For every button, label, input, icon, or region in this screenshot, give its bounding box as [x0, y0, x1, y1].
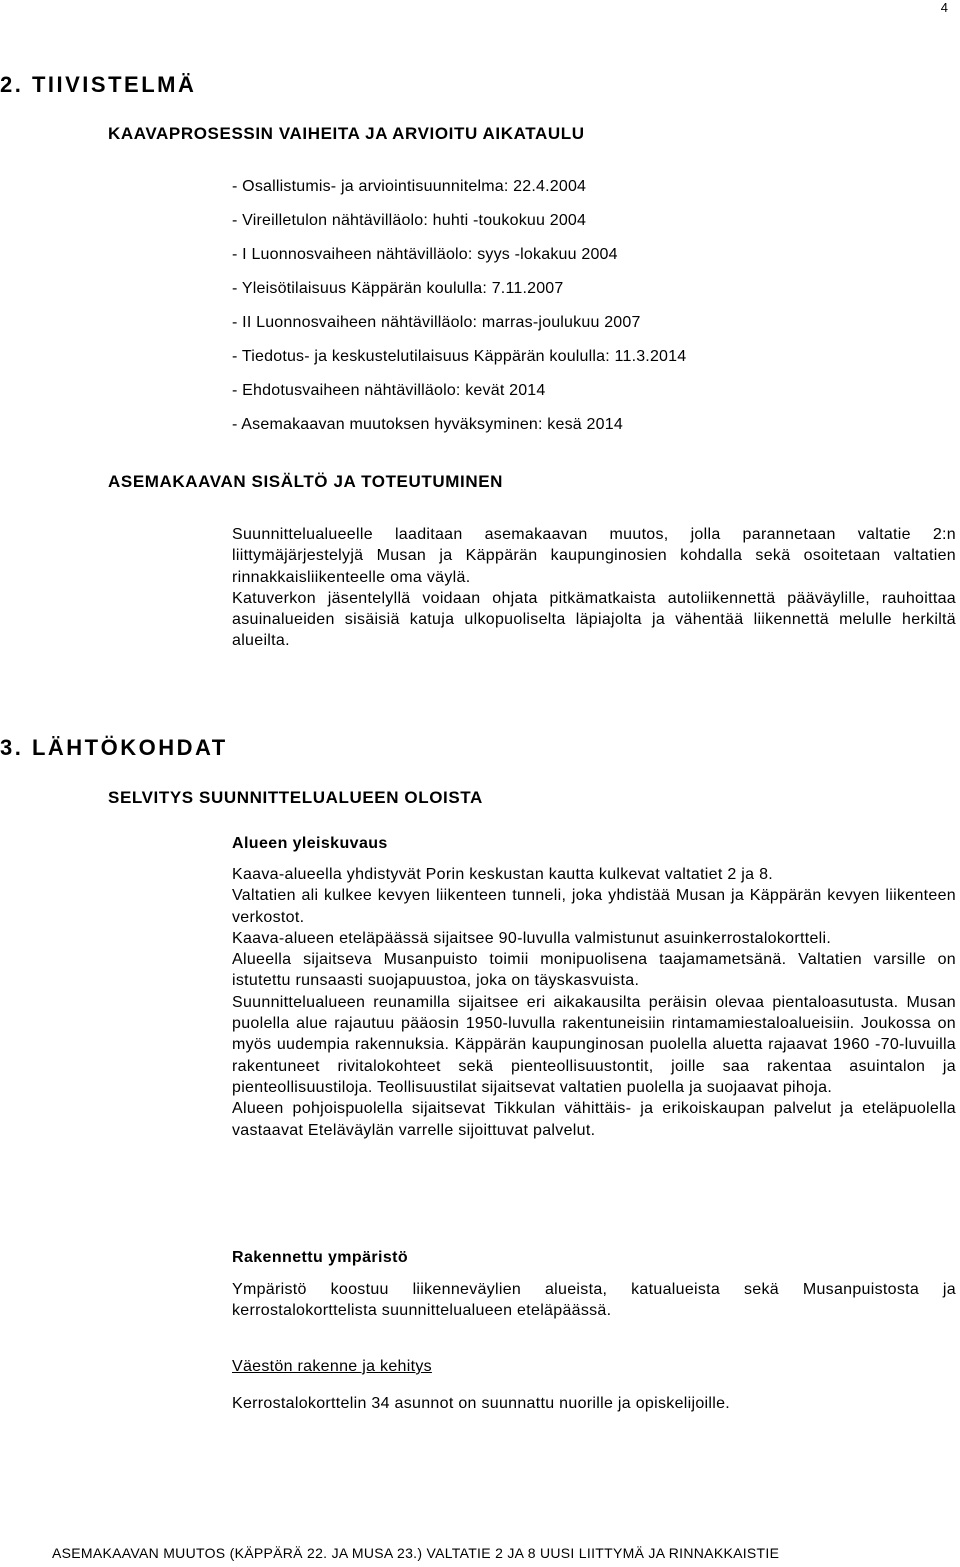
overview-paragraph: Alueen pohjoispuolella sijaitsevat Tikkulan vähittäis- ja erikoiskaupan palvelut ja eteläpuolella vastaavat Eteläväylän varrelle sijoittuvat palvelut.: [232, 1100, 956, 1139]
built-environment-text: [232, 1279, 956, 1322]
content-paragraph: Katuverkon jäsentelyllä voidaan ohjata pitkämatkaista autoliikennettä pääväylille, rauhoittaa asuinalueiden sisäisiä katuja ulkopuoliselta läpiajolta ja vähentää liikennettä melulle herkiltä alueilta.: [232, 589, 956, 650]
section-3-title: 3. LÄHTÖKOHDAT: [0, 735, 228, 760]
area-overview-heading: Alueen yleiskuvaus: [232, 835, 388, 852]
section-2-title: 2. TIIVISTELMÄ: [0, 72, 197, 97]
page-footer: ASEMAKAAVAN MUUTOS (KÄPPÄRÄ 22. JA MUSA 23.) VALTATIE 2 JA 8 UUSI LIITTYMÄ JA RINNAKKAISTIE: [52, 1545, 780, 1561]
population-heading: Väestön rakenne ja kehitys: [232, 1358, 432, 1375]
overview-paragraph: Valtatien ali kulkee kevyen liikenteen tunneli, joka yhdistää Musan ja Käppärän kevyen liikenteen verkostot.: [232, 887, 956, 926]
overview-paragraph: Alueella sijaitseva Musanpuisto toimii monipuolisena taajamametsänä. Valtatien varsille on istutettu runsaasti suojapuustoa, joka on täyskasvuista.: [232, 951, 956, 990]
overview-paragraph: Kaava-alueen eteläpäässä sijaitsee 90-luvulla valmistunut asuinkerrostalokortteli.: [232, 929, 832, 947]
schedule-item: - II Luonnosvaiheen nähtävilläolo: marras-joulukuu 2007: [232, 314, 641, 331]
page-number: 4: [940, 0, 948, 15]
built-environment-paragraph: Ympäristö koostuu liikenneväylien alueista, katualueista sekä Musanpuistosta ja kerrostalokorttelista suunnittelualueen eteläpäässä.: [232, 1281, 956, 1320]
schedule-item: - Osallistumis- ja arviointisuunnitelma: 22.4.2004: [232, 178, 587, 195]
schedule-item: - I Luonnosvaiheen nähtävilläolo: syys -lokakuu 2004: [232, 246, 618, 263]
content-text: [232, 524, 956, 652]
overview-paragraph: Kaava-alueella yhdistyvät Porin keskustan kautta kulkevat valtatiet 2 ja 8.: [232, 866, 774, 883]
schedule-item: - Asemakaavan muutoksen hyväksyminen: kesä 2014: [232, 416, 623, 433]
area-overview-text: [232, 864, 956, 1141]
survey-subheading: SELVITYS SUUNNITTELUALUEEN OLOISTA: [108, 788, 483, 807]
process-subheading: KAAVAPROSESSIN VAIHEITA JA ARVIOITU AIKATAULU: [108, 124, 585, 143]
schedule-item: - Vireilletulon nähtävilläolo: huhti -toukokuu 2004: [232, 212, 587, 229]
content-subheading: ASEMAKAAVAN SISÄLTÖ JA TOTEUTUMINEN: [108, 472, 504, 491]
schedule-item: - Yleisötilaisuus Käppärän koululla: 7.11.2007: [232, 280, 564, 297]
population-paragraph: Kerrostalokorttelin 34 asunnot on suunnattu nuorille ja opiskelijoille.: [232, 1395, 731, 1412]
population-text: [232, 1393, 956, 1414]
schedule-item: - Ehdotusvaiheen nähtävilläolo: kevät 2014: [232, 382, 546, 399]
content-paragraph: Suunnittelualueelle laaditaan asemakaavan muutos, jolla parannetaan valtatie 2:n liittymäjärjestelyjä Musan ja Käppärän kaupunginosien kohdalla sekä osoitetaan valtatien rinnakkaisliikenteelle oma väylä.: [232, 526, 956, 586]
schedule-list: [232, 176, 686, 448]
built-environment-heading: Rakennettu ympäristö: [232, 1249, 409, 1266]
schedule-item: - Tiedotus- ja keskustelutilaisuus Käppärän koululla: 11.3.2014: [232, 348, 687, 365]
overview-paragraph: Suunnittelualueen reunamilla sijaitsee eri aikakausilta peräisin olevaa pientaloasutusta. Musan puolella alue rajautuu pääosin 1950-luvulla rakentuneisiin rintamamiestaloalueisiin. Joukossa on myös uudempia rakennuksia. Käppärän kaupunginosan puolella aluetta rajaavat 1960 -70-luvuilla rakentuneet rivitalokohteet sekä pienteollisuustontit, joille saa rakentaa asuintalon ja pienteollisuustiloja. Teollisuustilat sijaitsevat valtatien puolella ja suojaavat pihoja.: [232, 993, 956, 1096]
